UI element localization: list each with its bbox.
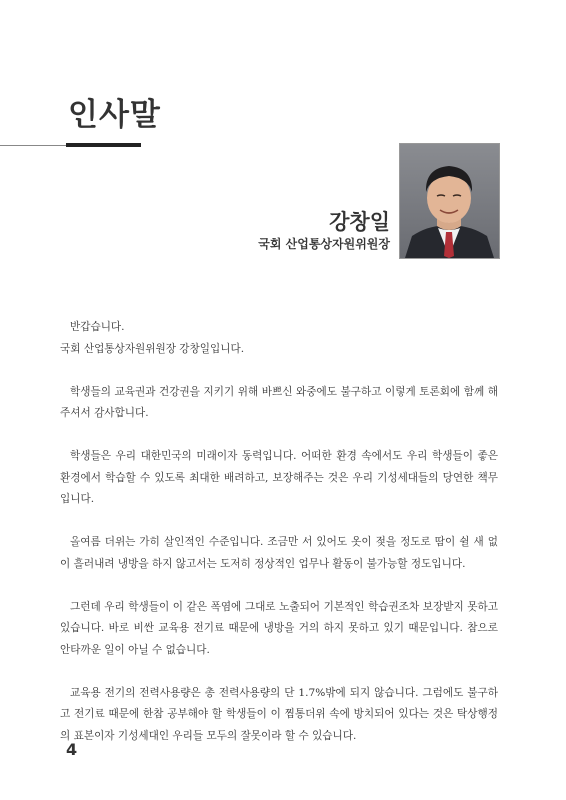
author-name: 강창일 (329, 210, 390, 234)
paragraph: 학생들의 교육권과 건강권을 지키기 위해 바쁘신 와중에도 불구하고 이렇게 토론회에 함께 해주셔서 감사합니다. (60, 385, 498, 419)
author-role: 국회 산업통상자원위원장 (258, 237, 390, 251)
title-underline-thin (0, 145, 66, 146)
title-underline-thick (66, 143, 141, 147)
portrait-image (400, 144, 499, 258)
page-title: 인사말 (68, 97, 161, 133)
paragraph: 그런데 우리 학생들이 이 같은 폭염에 그대로 노출되어 기본적인 학습권조차 보장받지 못하고 있습니다. 바로 비싼 교육용 전기료 때문에 냉방을 거의 하지 못하고 있기 때문입니다. 참으로 안타까운 일이 아닐 수 없습니다. (60, 600, 498, 656)
greeting-body (60, 317, 498, 769)
paragraph: 반갑습니다. 국회 산업통상자원위원장 강창일입니다. (60, 321, 245, 355)
paragraph: 올여름 더위는 가히 살인적인 수준입니다. 조금만 서 있어도 옷이 젖을 정도로 땀이 쉴 새 없이 흘러내려 냉방을 하지 않고서는 도저히 정상적인 업무나 활동이 불가능할 정도입니다. (60, 536, 498, 570)
paragraph: 교육용 전기의 전력사용량은 총 전력사용량의 단 1.7%밖에 되지 않습니다. 그럼에도 불구하고 전기료 때문에 한참 공부해야 할 학생들이 이 찜통더위 속에 방치되어 있다는 것은 탁상행정의 표본이자 기성세대인 우리들 모두의 잘못이라 할 수 있습니다. (60, 686, 498, 742)
author-portrait (399, 143, 500, 259)
page-number: 4 (66, 740, 78, 759)
paragraph: 학생들은 우리 대한민국의 미래이자 동력입니다. 어떠한 환경 속에서도 우리 학생들이 좋은 환경에서 학습할 수 있도록 최대한 배려하고, 보장해주는 것은 우리 기성세대들의 당연한 책무입니다. (60, 450, 498, 505)
